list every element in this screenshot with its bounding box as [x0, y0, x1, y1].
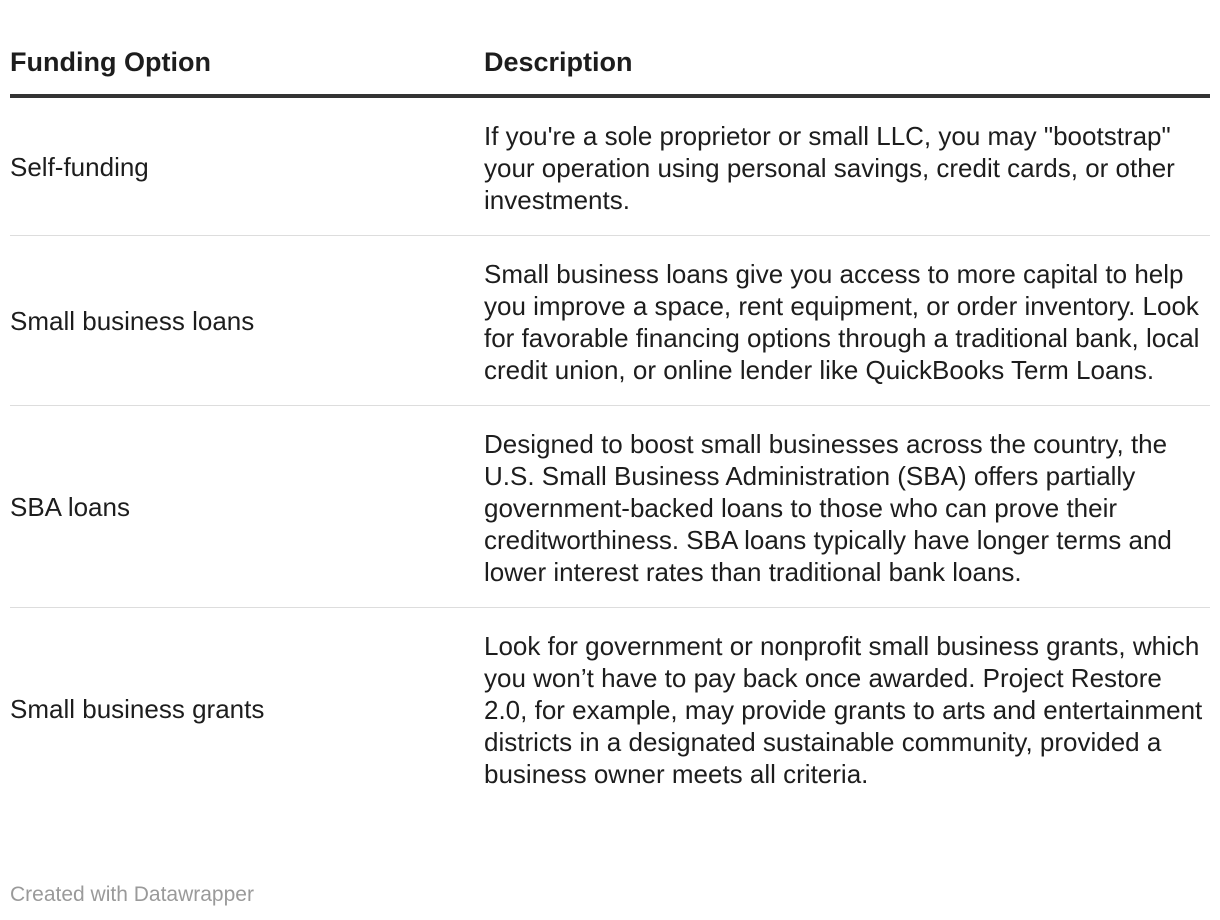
description-cell: Look for government or nonprofit small business grants, which you won’t have to pay back once awarded. Project Restore 2.0, for example, may provide grants to arts and entertainment districts in a designated sustainable community, provided a business owner meets all criteria. [484, 631, 1203, 789]
description-cell: If you're a sole proprietor or small LLC, you may "bootstrap" your operation using personal savings, credit cards, or other investments. [484, 96, 1210, 236]
header-description[interactable]: Description [484, 36, 1210, 96]
table-row [10, 406, 1210, 608]
table-header [10, 36, 1210, 96]
funding-option-cell: Small business grants [10, 693, 265, 724]
table-body [10, 96, 1210, 809]
header-funding-option[interactable]: Funding Option [10, 36, 484, 96]
funding-option-cell: Small business loans [10, 236, 484, 406]
description-cell: Designed to boost small businesses across the country, the U.S. Small Business Administration (SBA) offers partially government-backed loans to those who can prove their creditworthiness. SBA loans typically have longer terms and lower interest rates than traditional bank loans. [484, 406, 1210, 608]
funding-option-cell: SBA loans [10, 406, 484, 608]
funding-options-table-container [10, 36, 1210, 809]
table-row [10, 96, 1210, 236]
description-cell: Small business loans give you access to more capital to help you improve a space, rent equipment, or order inventory. Look for favorable financing options through a traditional bank, local credit union, or online lender like QuickBooks Term Loans. [484, 236, 1210, 406]
table-row [10, 608, 1210, 810]
funding-options-table [10, 36, 1210, 809]
table-row [10, 236, 1210, 406]
header-row [10, 36, 1210, 96]
datawrapper-credit[interactable]: Created with Datawrapper [10, 883, 254, 906]
funding-option-cell: Self-funding [10, 96, 484, 236]
